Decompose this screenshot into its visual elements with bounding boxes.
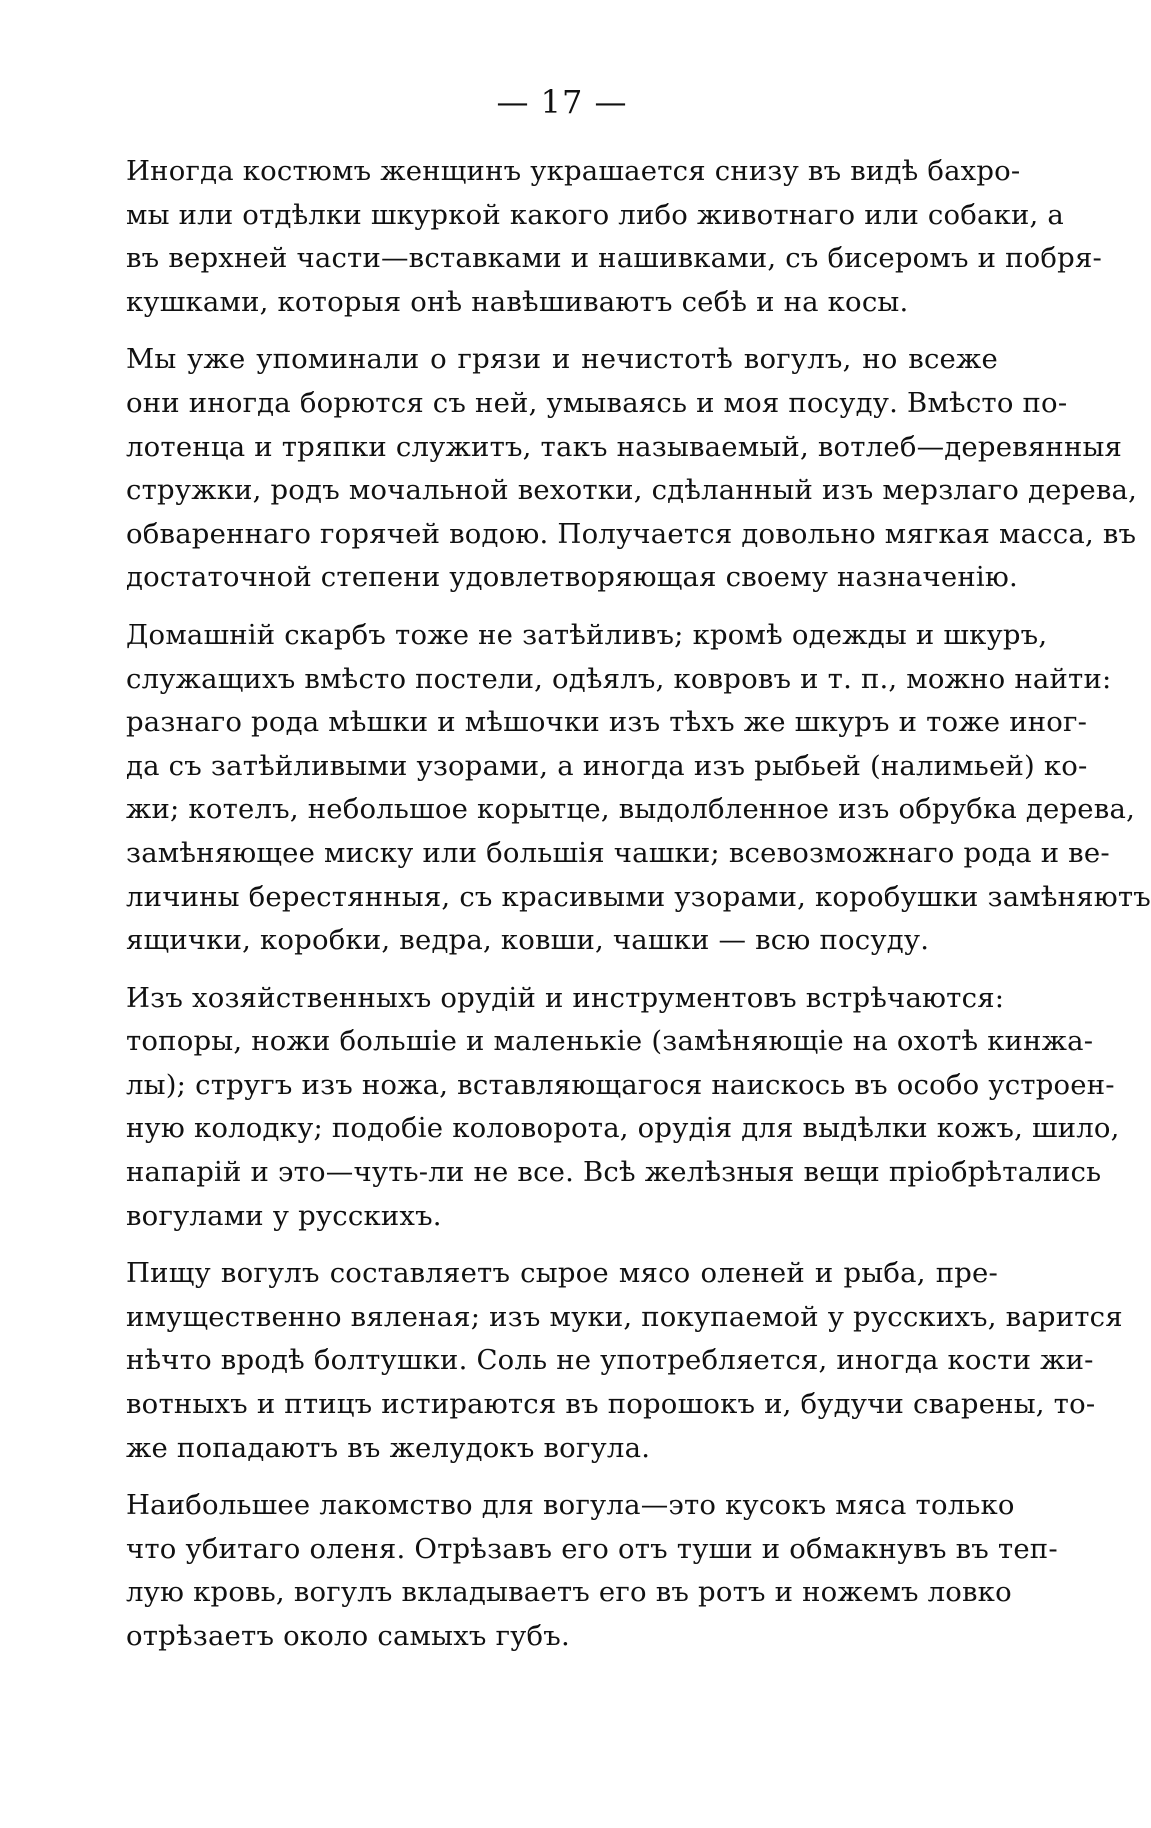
text-line: лы); стругъ изъ ножа, вставляющагося наискось въ особо устроен- <box>126 1068 1115 1101</box>
text-line: стружки, родъ мочальной вехотки, сдѣланный изъ мерзлаго дерева, <box>126 474 1138 507</box>
text-line: обвареннаго горячей водою. Получается довольно мягкая масса, въ <box>126 517 1137 550</box>
page-number: — 17 — <box>496 83 628 121</box>
text-line: жи; котелъ, небольшое корытце, выдолбленное изъ обрубка дерева, <box>126 793 1136 826</box>
text-line: Пищу вогулъ составляетъ сырое мясо оленей и рыба, пре- <box>126 1257 998 1290</box>
text-line: достаточной степени удовлетворяющая своему назначенію. <box>126 561 1018 594</box>
text-line: Изъ хозяйственныхъ орудій и инструментовъ встрѣчаются: <box>126 981 1005 1014</box>
text-line: разнаго рода мѣшки и мѣшочки изъ тѣхъ же шкуръ и тоже иног- <box>126 706 1088 739</box>
text-line: Домашній скарбъ тоже не затѣйливъ; кромѣ одежды и шкуръ, <box>126 618 1048 651</box>
text-line: да съ затѣйливыми узорами, а иногда изъ рыбьей (налимьей) ко- <box>126 749 1088 782</box>
paragraph-1 <box>126 150 1103 324</box>
text-line: служащихъ вмѣсто постели, одѣялъ, ковровъ и т. п., можно найти: <box>126 662 1112 695</box>
text-line: Наибольшее лакомство для вогула—это кусокъ мяса только <box>126 1489 1015 1522</box>
text-line: вогулами у русскихъ. <box>126 1199 442 1232</box>
text-line: лотенца и тряпки служитъ, такъ называемый, вотлеб—деревянныя <box>126 430 1123 463</box>
text-line: нѣчто вродѣ болтушки. Соль не употребляется, иногда кости жи- <box>126 1344 1094 1377</box>
text-line: ную колодку; подобіе коловорота, орудія для выдѣлки кожъ, шило, <box>126 1112 1120 1145</box>
text-line: напарій и это—чуть-ли не все. Всѣ желѣзныя вещи пріобрѣтались <box>126 1156 1102 1189</box>
paragraph-3 <box>126 614 1151 963</box>
text-line: замѣняющее миску или большія чашки; всевозможнаго рода и ве- <box>126 836 1110 869</box>
text-line: въ верхней части—вставками и нашивками, съ бисеромъ и побря- <box>126 242 1103 275</box>
paragraph-4 <box>126 977 1120 1239</box>
text-line: ящички, коробки, ведра, ковши, чашки — всю посуду. <box>126 924 930 957</box>
text-line: отрѣзаетъ около самыхъ губъ. <box>126 1620 570 1652</box>
text-line: мы или отдѣлки шкуркой какого либо животнаго или собаки, а <box>126 198 1065 231</box>
paragraph-5 <box>126 1252 1123 1470</box>
text-line: вотныхъ и птицъ истираются въ порошокъ и, будучи сварены, то- <box>126 1388 1096 1421</box>
text-line: имущественно вяленая; изъ муки, покупаемой у русскихъ, варится <box>126 1300 1123 1333</box>
text-line: личины берестянныя, съ красивыми узорами, коробушки замѣняютъ <box>126 880 1151 913</box>
paragraph-2 <box>126 338 1138 600</box>
text-line: лую кровь, вогулъ вкладываетъ его въ ротъ и ножемъ ловко <box>126 1576 1012 1609</box>
text-line: топоры, ножи большіе и маленькіе (замѣняющіе на охотѣ кинжа- <box>126 1025 1094 1058</box>
text-line: Мы уже упоминали о грязи и нечистотѣ вогулъ, но всеже <box>126 343 998 376</box>
text-line: они иногда борются съ ней, умываясь и моя посуду. Вмѣсто по- <box>126 386 1068 419</box>
text-line: кушками, которыя онѣ навѣшиваютъ себѣ и на косы. <box>126 285 909 318</box>
text-line: же попадаютъ въ желудокъ вогула. <box>126 1431 651 1464</box>
text-line: что убитаго оленя. Отрѣзавъ его отъ туши и обмакнувъ въ теп- <box>126 1532 1058 1565</box>
text-line: Иногда костюмъ женщинъ украшается снизу въ видѣ бахро- <box>126 155 1021 187</box>
paragraph-6 <box>126 1484 1058 1658</box>
